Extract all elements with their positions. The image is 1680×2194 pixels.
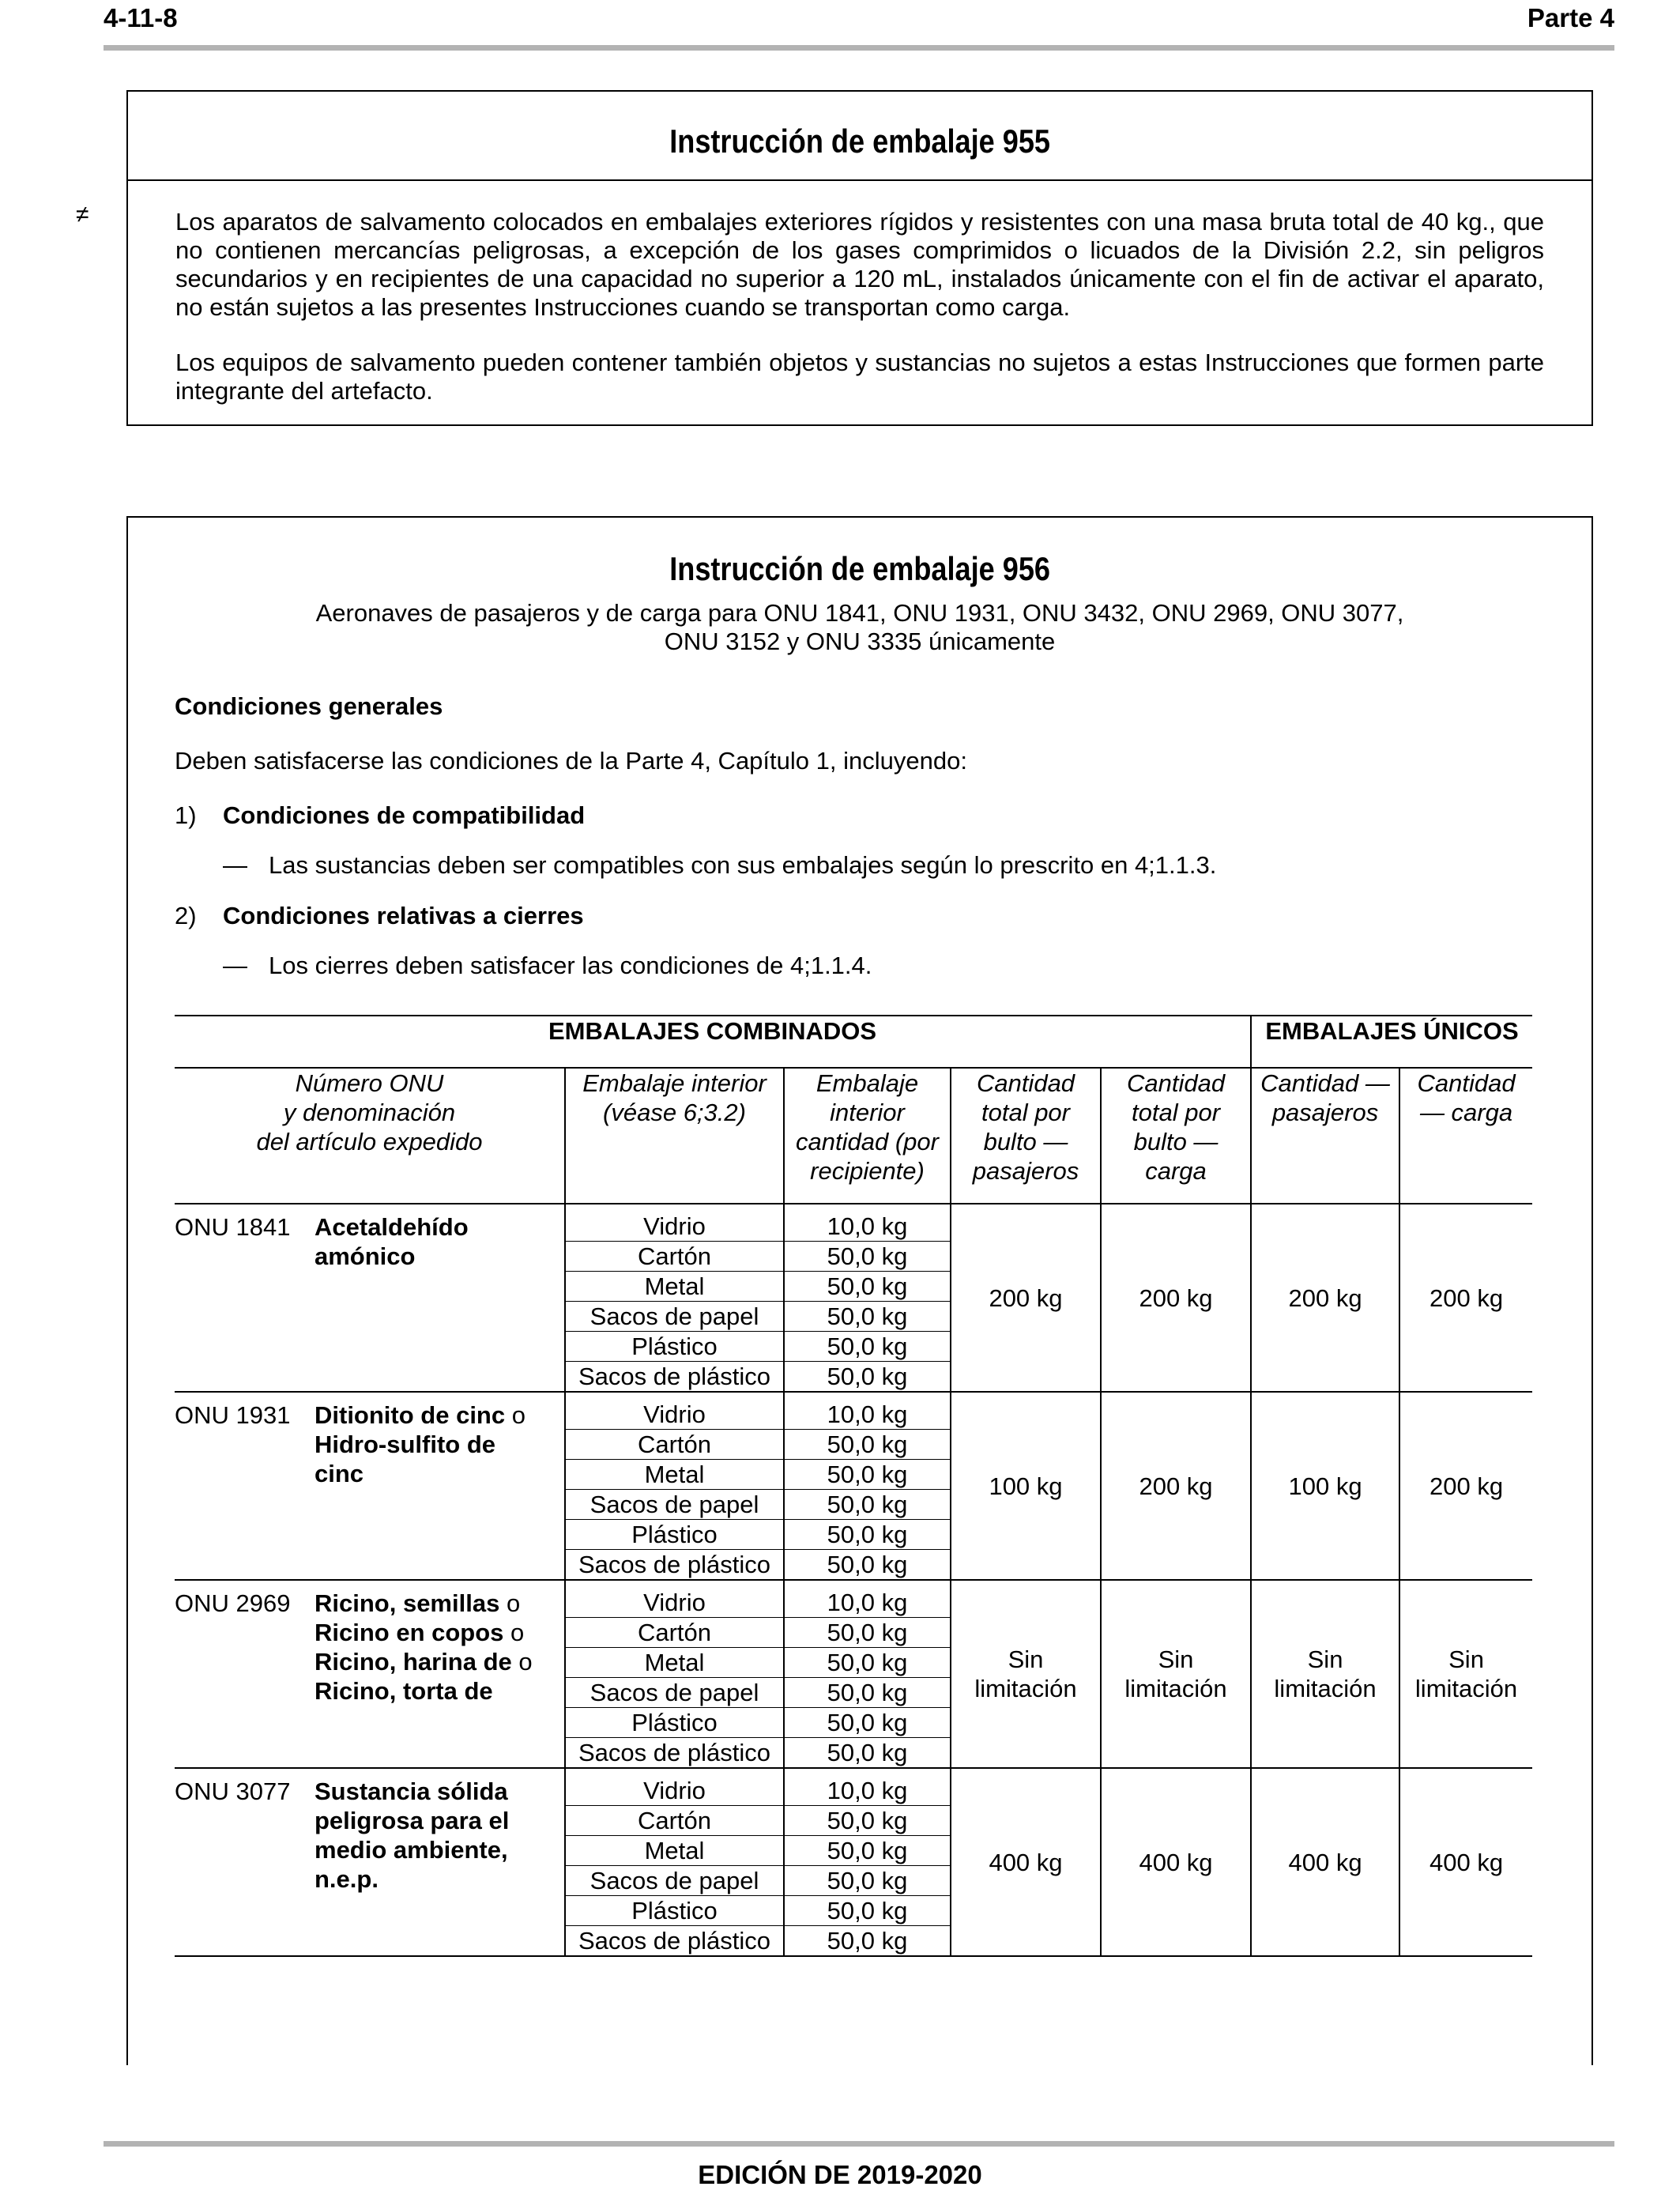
col-header-un-line: Número ONU <box>295 1069 444 1097</box>
inner-packaging: Sacos de papel <box>565 1866 784 1896</box>
inner-packaging: Vidrio <box>565 1580 784 1618</box>
col-header-pax-line: pasajeros <box>972 1157 1079 1185</box>
pi956-subtitle-line-2: ONU 3152 y ONU 3335 únicamente <box>664 628 1056 655</box>
inner-packaging: Plástico <box>565 1708 784 1738</box>
total-quantity-cargo: Sin limitación <box>1101 1580 1251 1768</box>
col-header-single-cargo <box>1399 1068 1532 1204</box>
inner-packaging: Sacos de papel <box>565 1490 784 1520</box>
shipping-name-line <box>315 1835 564 1864</box>
col-header-inner-qty-line: recipiente) <box>810 1157 925 1185</box>
col-header-inner-line: (véase 6;3.2) <box>603 1099 746 1126</box>
inner-packaging: Vidrio <box>565 1768 784 1806</box>
col-header-un-line: y denominación <box>283 1099 456 1126</box>
shipping-name-text: Ricino, torta de <box>315 1677 493 1705</box>
col-header-un-line: del artículo expedido <box>256 1128 483 1155</box>
inner-packaging: Cartón <box>565 1618 784 1648</box>
shipping-name-line <box>315 1459 564 1488</box>
col-header-cargo-line: total por <box>1132 1099 1221 1126</box>
shipping-name-conj: o <box>511 1648 533 1676</box>
pi955-paragraph-1: Los aparatos de salvamento colocados en embalajes exteriores rígidos y resistentes con una masa bruta total de 40 kg., que no contienen mercancías peligrosas, a excepción de los gases comprimidos o licuados de la División 2.2, sin peligros secundarios y en recipientes de una capacidad no superior a 120 mL, instalados únicamente con el fin de activar el aparato, no están sujetos a las presentes Instrucciones cuando se transportan como carga. <box>175 208 1544 321</box>
condition-1-number: 1) <box>175 801 197 829</box>
packing-instruction-955-box <box>126 90 1593 426</box>
shipping-name <box>315 1768 565 1956</box>
shipping-name-conj: o <box>505 1401 525 1429</box>
shipping-name-text: Sustancia sólida <box>315 1777 508 1805</box>
inner-quantity: 50,0 kg <box>784 1866 951 1896</box>
inner-quantity: 50,0 kg <box>784 1550 951 1581</box>
packaging-table <box>175 1015 1532 1957</box>
un-number: ONU 1841 <box>175 1204 315 1392</box>
inner-quantity: 50,0 kg <box>784 1520 951 1550</box>
inner-packaging: Sacos de papel <box>565 1302 784 1332</box>
inner-packaging: Metal <box>565 1272 784 1302</box>
total-quantity-single-pax: Sin limitación <box>1251 1580 1399 1768</box>
inner-packaging: Sacos de plástico <box>565 1362 784 1393</box>
inner-packaging: Sacos de plástico <box>565 1550 784 1581</box>
shipping-name-text: amónico <box>315 1242 416 1270</box>
condition-1-text: Las sustancias deben ser compatibles con sus embalajes según lo prescrito en 4;1.1.3. <box>269 851 1217 879</box>
inner-quantity: 10,0 kg <box>784 1768 951 1806</box>
total-quantity-pax: 100 kg <box>951 1392 1101 1580</box>
table-row <box>175 1580 1532 1618</box>
shipping-name-text: peligrosa para el <box>315 1807 510 1834</box>
total-quantity-single-cargo: 400 kg <box>1399 1768 1532 1956</box>
pi955-body <box>128 181 1591 405</box>
inner-quantity: 50,0 kg <box>784 1618 951 1648</box>
packing-instruction-956-box <box>126 516 1593 2065</box>
inner-packaging: Cartón <box>565 1242 784 1272</box>
inner-quantity: 50,0 kg <box>784 1302 951 1332</box>
inner-quantity: 50,0 kg <box>784 1806 951 1836</box>
shipping-name-text: Ricino, semillas <box>315 1589 500 1617</box>
condition-1-dash: — <box>223 851 247 879</box>
shipping-name-line <box>315 1400 564 1430</box>
total-quantity-cargo: 200 kg <box>1101 1392 1251 1580</box>
inner-quantity: 10,0 kg <box>784 1392 951 1430</box>
col-header-pax-line: bulto — <box>983 1128 1068 1155</box>
inner-quantity: 10,0 kg <box>784 1204 951 1242</box>
pi955-title: Instrucción de embalaje 955 <box>669 123 1050 160</box>
condition-2-heading: Condiciones relativas a cierres <box>223 902 584 929</box>
shipping-name-line <box>315 1618 564 1647</box>
shipping-name <box>315 1204 565 1392</box>
shipping-name <box>315 1392 565 1580</box>
col-header-cargo <box>1101 1068 1251 1204</box>
inner-packaging: Metal <box>565 1648 784 1678</box>
shipping-name-conj: o <box>503 1619 525 1646</box>
condition-1-heading: Condiciones de compatibilidad <box>223 801 586 829</box>
shipping-name <box>315 1580 565 1768</box>
inner-quantity: 50,0 kg <box>784 1896 951 1926</box>
col-header-single-pax-line: Cantidad — <box>1260 1069 1390 1097</box>
inner-quantity: 50,0 kg <box>784 1272 951 1302</box>
inner-quantity: 50,0 kg <box>784 1430 951 1460</box>
inner-quantity: 50,0 kg <box>784 1460 951 1490</box>
general-conditions-intro: Deben satisfacerse las condiciones de la Parte 4, Capítulo 1, incluyendo: <box>175 747 967 775</box>
inner-packaging: Metal <box>565 1460 784 1490</box>
inner-packaging: Metal <box>565 1836 784 1866</box>
total-quantity-pax: 200 kg <box>951 1204 1101 1392</box>
col-header-inner-qty-line: Embalaje <box>816 1069 919 1097</box>
header-rule <box>104 45 1614 51</box>
shipping-name-conj: o <box>499 1589 521 1617</box>
part-label: Parte 4 <box>1527 3 1614 32</box>
inner-packaging: Plástico <box>565 1332 784 1362</box>
shipping-name-line <box>315 1676 564 1706</box>
col-header-pax-line: Cantidad <box>976 1069 1075 1097</box>
shipping-name-text: Ricino, harina de <box>315 1648 512 1676</box>
inner-packaging: Plástico <box>565 1896 784 1926</box>
total-quantity-single-pax: 200 kg <box>1251 1204 1399 1392</box>
inner-quantity: 50,0 kg <box>784 1362 951 1393</box>
col-header-single-pax-line: pasajeros <box>1271 1099 1379 1126</box>
col-header-inner-qty-line: interior <box>830 1099 905 1126</box>
pi956-subtitle-line-1: Aeronaves de pasajeros y de carga para ONU 1841, ONU 1931, ONU 3432, ONU 2969, ONU 3077, <box>315 599 1404 627</box>
total-quantity-single-pax: 400 kg <box>1251 1768 1399 1956</box>
un-number: ONU 1931 <box>175 1392 315 1580</box>
inner-quantity: 50,0 kg <box>784 1926 951 1957</box>
general-conditions-heading: Condiciones generales <box>175 692 443 720</box>
col-header-cargo-line: bulto — <box>1133 1128 1219 1155</box>
inner-packaging: Vidrio <box>565 1392 784 1430</box>
col-header-cargo-line: Cantidad <box>1126 1069 1226 1097</box>
pi956-title: Instrucción de embalaje 956 <box>669 550 1050 587</box>
total-quantity-single-cargo: Sin limitación <box>1399 1580 1532 1768</box>
inner-packaging: Cartón <box>565 1806 784 1836</box>
pi955-paragraph-2: Los equipos de salvamento pueden contener también objetos y sustancias no sujetos a estas Instrucciones que formen parte integrante del artefacto. <box>175 349 1544 405</box>
inner-quantity: 50,0 kg <box>784 1738 951 1769</box>
col-header-un <box>175 1068 565 1204</box>
total-quantity-pax: Sin limitación <box>951 1580 1101 1768</box>
shipping-name-line <box>315 1777 564 1806</box>
shipping-name-text: n.e.p. <box>315 1865 379 1893</box>
table-row <box>175 1392 1532 1430</box>
inner-quantity: 50,0 kg <box>784 1836 951 1866</box>
col-header-inner <box>565 1068 784 1204</box>
change-mark: ≠ <box>76 202 89 228</box>
table-row <box>175 1768 1532 1806</box>
inner-quantity: 50,0 kg <box>784 1242 951 1272</box>
shipping-name-line <box>315 1242 564 1271</box>
inner-packaging: Sacos de papel <box>565 1678 784 1708</box>
edition-footer: EDICIÓN DE 2019-2020 <box>698 2160 982 2189</box>
un-number: ONU 2969 <box>175 1580 315 1768</box>
total-quantity-single-cargo: 200 kg <box>1399 1204 1532 1392</box>
shipping-name-line <box>315 1430 564 1459</box>
shipping-name-line <box>315 1864 564 1894</box>
inner-packaging: Cartón <box>565 1430 784 1460</box>
shipping-name-line <box>315 1589 564 1618</box>
inner-quantity: 50,0 kg <box>784 1332 951 1362</box>
total-quantity-single-cargo: 200 kg <box>1399 1392 1532 1580</box>
inner-quantity: 50,0 kg <box>784 1648 951 1678</box>
shipping-name-line <box>315 1647 564 1676</box>
col-header-inner-line: Embalaje interior <box>582 1069 767 1097</box>
col-header-inner-qty <box>784 1068 951 1204</box>
col-header-single-cargo-line: Cantidad <box>1417 1069 1516 1097</box>
total-quantity-single-pax: 100 kg <box>1251 1392 1399 1580</box>
un-number: ONU 3077 <box>175 1768 315 1956</box>
total-quantity-cargo: 200 kg <box>1101 1204 1251 1392</box>
pi955-title-band <box>128 92 1591 181</box>
shipping-name-text: Hidro-sulfito de <box>315 1431 496 1458</box>
inner-packaging: Sacos de plástico <box>565 1738 784 1769</box>
condition-2-number: 2) <box>175 902 197 929</box>
table-row <box>175 1204 1532 1242</box>
inner-quantity: 50,0 kg <box>784 1490 951 1520</box>
condition-2-dash: — <box>223 952 247 979</box>
group-header-combined: EMBALAJES COMBINADOS <box>175 1016 1251 1068</box>
shipping-name-line <box>315 1806 564 1835</box>
col-header-cargo-line: carga <box>1145 1157 1207 1185</box>
page-number: 4-11-8 <box>104 3 178 32</box>
pi956-subtitle <box>128 599 1591 656</box>
col-header-pax <box>951 1068 1101 1204</box>
footer-rule <box>104 2141 1614 2147</box>
condition-2-text: Los cierres deben satisfacer las condiciones de 4;1.1.4. <box>269 952 872 979</box>
total-quantity-pax: 400 kg <box>951 1768 1101 1956</box>
shipping-name-text: Ricino en copos <box>315 1619 504 1646</box>
group-header-single: EMBALAJES ÚNICOS <box>1251 1016 1532 1068</box>
col-header-single-pax <box>1251 1068 1399 1204</box>
inner-packaging: Sacos de plástico <box>565 1926 784 1957</box>
total-quantity-cargo: 400 kg <box>1101 1768 1251 1956</box>
shipping-name-text: Ditionito de cinc <box>315 1401 506 1429</box>
inner-packaging: Vidrio <box>565 1204 784 1242</box>
col-header-inner-qty-line: cantidad (por <box>796 1128 939 1155</box>
inner-packaging: Plástico <box>565 1520 784 1550</box>
inner-quantity: 50,0 kg <box>784 1678 951 1708</box>
shipping-name-text: Acetaldehído <box>315 1213 469 1241</box>
shipping-name-text: medio ambiente, <box>315 1836 508 1864</box>
col-header-single-cargo-line: — carga <box>1419 1099 1513 1126</box>
shipping-name-line <box>315 1212 564 1242</box>
col-header-pax-line: total por <box>981 1099 1070 1126</box>
inner-quantity: 10,0 kg <box>784 1580 951 1618</box>
shipping-name-text: cinc <box>315 1460 364 1487</box>
inner-quantity: 50,0 kg <box>784 1708 951 1738</box>
